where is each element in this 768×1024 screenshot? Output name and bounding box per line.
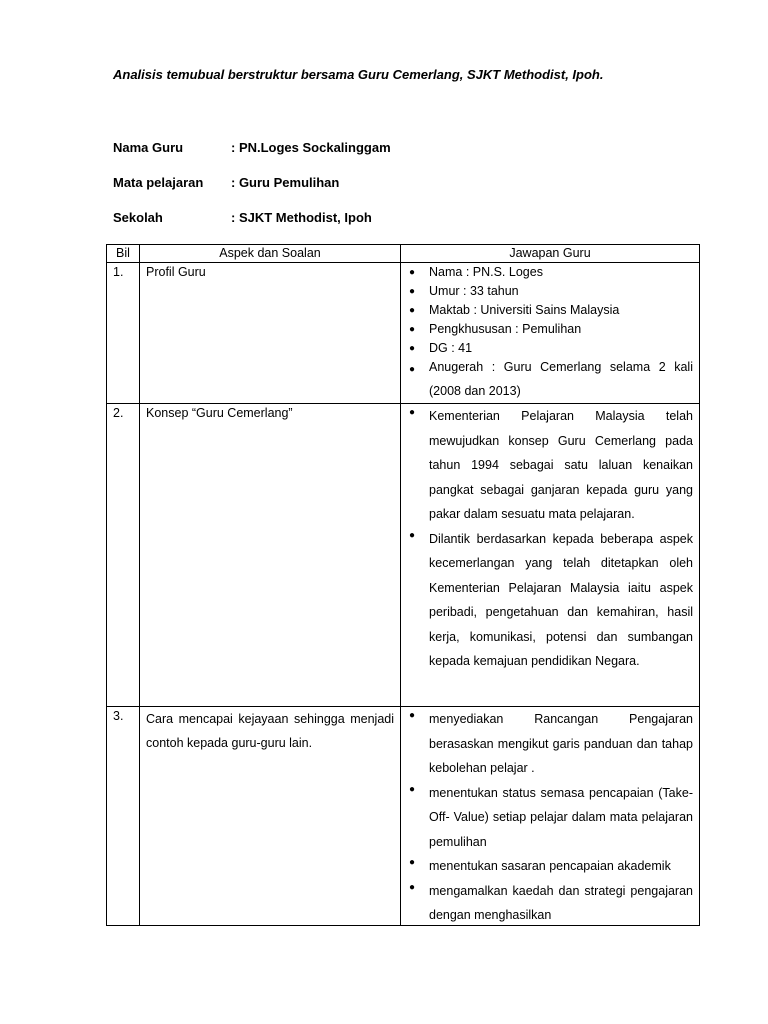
table-row: [107, 707, 700, 926]
answer-item: ● Nama : PN.S. Loges: [407, 263, 693, 282]
info-value: : Guru Pemulihan: [231, 175, 340, 190]
bullet-icon: ●: [409, 343, 416, 354]
header-bil: Bil: [107, 245, 140, 263]
info-mata-pelajaran: [113, 175, 339, 190]
table-row: [107, 263, 700, 404]
answer-list: [407, 404, 693, 674]
info-nama-guru: [113, 140, 391, 155]
row-number: 2.: [107, 404, 140, 707]
table-header-row: [107, 245, 700, 263]
answer-list: [407, 707, 693, 923]
answer-item: ● Dilantik berdasarkan kepada beberapa aspek kecemerlangan yang telah ditetapkan oleh Kementerian Pelajaran Malaysia iaitu aspek peribadi, pengetahuan dan kemahiran, hasil kerja, komunikasi, potensi dan sumbangan kepada kemajuan pendidikan Negara.: [407, 527, 693, 674]
row-jawapan: [401, 404, 700, 707]
bullet-icon: ●: [409, 783, 416, 795]
bullet-icon: ●: [409, 324, 416, 335]
answer-list: [407, 263, 693, 403]
info-value: : SJKT Methodist, Ipoh: [231, 210, 372, 225]
info-value: : PN.Loges Sockalinggam: [231, 140, 391, 155]
bullet-icon: ●: [409, 857, 416, 868]
row-aspek: Profil Guru: [140, 263, 401, 404]
row-number: 1.: [107, 263, 140, 404]
table-row: [107, 404, 700, 707]
bullet-icon: ●: [409, 881, 416, 893]
bullet-icon: ●: [409, 286, 416, 297]
answer-item: ● menentukan sasaran pencapaian akademik: [407, 854, 693, 879]
info-label: Mata pelajaran: [113, 175, 204, 190]
answer-item: ● menyediakan Rancangan Pengajaran berasaskan mengikut garis panduan dan tahap kebolehan pelajar .: [407, 707, 693, 781]
bullet-icon: ●: [409, 364, 416, 375]
document-title: Analisis temubual berstruktur bersama Guru Cemerlang, SJKT Methodist, Ipoh.: [113, 67, 604, 82]
answer-item: ● Maktab : Universiti Sains Malaysia: [407, 301, 693, 320]
row-aspek: Cara mencapai kejayaan sehingga menjadi contoh kepada guru-guru lain.: [140, 707, 401, 926]
bullet-icon: ●: [409, 710, 416, 721]
info-label: Sekolah: [113, 210, 163, 225]
answer-item: ● Anugerah : Guru Cemerlang selama 2 kali (2008 dan 2013): [409, 360, 693, 398]
bullet-icon: ●: [409, 407, 416, 418]
bullet-icon: ●: [409, 305, 416, 316]
header-aspek: Aspek dan Soalan: [140, 245, 401, 263]
answer-item: ● Umur : 33 tahun: [407, 282, 693, 301]
info-sekolah: [113, 210, 372, 225]
bullet-icon: ●: [409, 267, 416, 278]
row-jawapan: [401, 263, 700, 404]
answer-item: ● menentukan status semasa pencapaian (Take-Off- Value) setiap pelajar dalam mata pelajaran pemulihan: [407, 781, 693, 855]
bullet-icon: ●: [409, 529, 416, 541]
row-number: 3.: [107, 707, 140, 926]
answer-item: ● Kementerian Pelajaran Malaysia telah mewujudkan konsep Guru Cemerlang pada tahun 1994 sebagai satu laluan kenaikan pangkat sebagai ganjaran kepada guru yang pakar dalam sesuatu mata pelajaran.: [407, 404, 693, 527]
answer-item: ● mengamalkan kaedah dan strategi pengajaran dengan menghasilkan: [407, 879, 693, 924]
header-jawapan: Jawapan Guru: [401, 245, 700, 263]
answer-item: ● Pengkhususan : Pemulihan: [407, 320, 693, 339]
row-aspek: Konsep “Guru Cemerlang”: [140, 404, 401, 707]
interview-table: [106, 244, 700, 926]
row-jawapan: [401, 707, 700, 926]
answer-item: ● DG : 41: [407, 339, 693, 358]
info-label: Nama Guru: [113, 140, 184, 155]
